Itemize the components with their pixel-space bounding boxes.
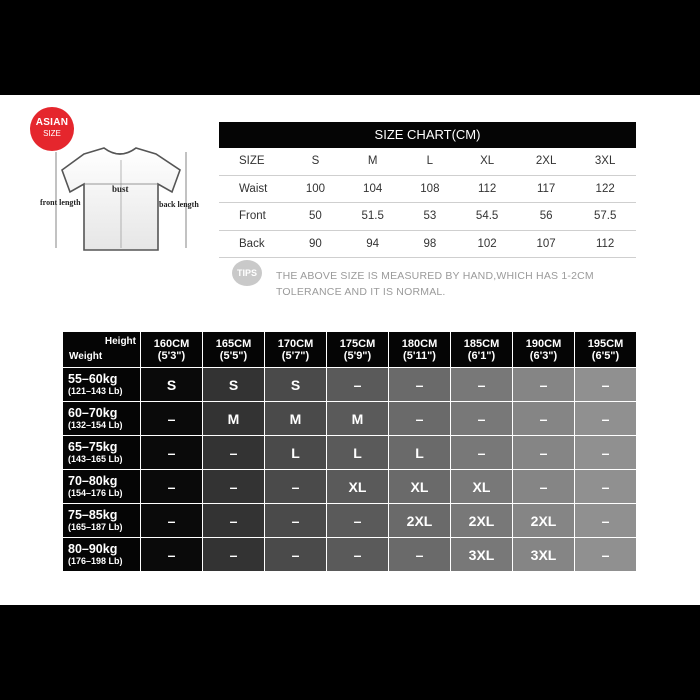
size-recommendation-cell: – <box>575 402 637 436</box>
size-chart-cell: 98 <box>403 230 456 258</box>
weight-row <box>63 436 637 470</box>
height-ft: (5'11") <box>403 349 436 362</box>
size-chart-cell: 53 <box>403 203 456 231</box>
size-chart-row <box>219 175 636 203</box>
size-chart-cell: 122 <box>574 175 636 203</box>
size-recommendation-cell: M <box>265 402 327 436</box>
size-recommendation-cell: L <box>389 436 451 470</box>
size-chart-cell: 50 <box>289 203 342 231</box>
size-chart-cell: 2XL <box>518 148 574 175</box>
size-recommendation-cell: M <box>327 402 389 436</box>
size-chart-cell: 94 <box>342 230 404 258</box>
size-recommendation-cell: S <box>141 368 203 402</box>
size-recommendation-cell: – <box>203 470 265 504</box>
weight-kg: 80–90kg <box>68 542 118 556</box>
size-chart-cell: M <box>342 148 404 175</box>
height-ft: (5'3") <box>157 349 186 362</box>
weight-lb: (143–165 Lb) <box>68 454 123 464</box>
size-chart-cell: 100 <box>289 175 342 203</box>
size-chart-cell: 112 <box>456 175 518 203</box>
size-recommendation-cell: XL <box>389 470 451 504</box>
back-length-label: back length <box>159 200 199 209</box>
height-cm: 190CM <box>525 337 562 350</box>
size-chart-title: SIZE CHART(CM) <box>219 122 636 148</box>
badge-line1: ASIAN <box>35 117 69 128</box>
height-cm: 165CM <box>215 337 252 350</box>
height-ft: (5'7") <box>281 349 310 362</box>
tips-line1: THE ABOVE SIZE IS MEASURED BY HAND,WHICH HAS 1-2CM <box>276 270 594 282</box>
size-chart-cell: 107 <box>518 230 574 258</box>
weight-lb: (176–198 Lb) <box>68 556 123 566</box>
size-recommendation-cell: 2XL <box>451 504 513 538</box>
weight-range-label <box>63 538 141 572</box>
size-recommendation-cell: 3XL <box>451 538 513 572</box>
size-recommendation-cell: 3XL <box>513 538 575 572</box>
weight-lb: (154–176 Lb) <box>68 488 123 498</box>
size-recommendation-cell: – <box>141 504 203 538</box>
size-recommendation-cell: – <box>575 504 637 538</box>
height-column-header <box>513 332 575 368</box>
weight-range-label <box>63 504 141 538</box>
size-recommendation-cell: – <box>203 538 265 572</box>
size-recommendation-cell: – <box>451 368 513 402</box>
weight-lb: (132–154 Lb) <box>68 420 123 430</box>
weight-kg: 60–70kg <box>68 406 118 420</box>
size-chart-cell: Back <box>219 230 289 258</box>
jersey-diagram <box>34 140 214 260</box>
size-recommendation-cell: – <box>575 538 637 572</box>
size-chart <box>219 122 636 258</box>
tips-note <box>276 268 594 300</box>
height-ft: (6'3") <box>529 349 558 362</box>
size-chart-cell: Front <box>219 203 289 231</box>
height-ft: (5'5") <box>219 349 248 362</box>
size-recommendation-cell: – <box>389 368 451 402</box>
size-recommendation-cell: – <box>389 538 451 572</box>
grid-corner <box>63 332 141 368</box>
weight-kg: 65–75kg <box>68 440 118 454</box>
weight-range-label <box>63 436 141 470</box>
size-recommendation-cell: M <box>203 402 265 436</box>
height-column-header <box>451 332 513 368</box>
size-recommendation-cell: – <box>265 538 327 572</box>
weight-kg: 75–85kg <box>68 508 118 522</box>
size-recommendation-cell: – <box>451 436 513 470</box>
size-recommendation-cell: – <box>265 470 327 504</box>
weight-range-label <box>63 402 141 436</box>
weight-kg: 55–60kg <box>68 372 118 386</box>
size-recommendation-cell: – <box>451 402 513 436</box>
size-chart-cell: 56 <box>518 203 574 231</box>
size-recommendation-cell: – <box>513 470 575 504</box>
size-chart-cell: 51.5 <box>342 203 404 231</box>
height-ft: (6'5") <box>591 349 620 362</box>
size-chart-cell: S <box>289 148 342 175</box>
weight-row <box>63 368 637 402</box>
size-recommendation-cell: – <box>513 368 575 402</box>
size-recommendation-cell: – <box>203 504 265 538</box>
weight-kg: 70–80kg <box>68 474 118 488</box>
height-cm: 195CM <box>587 337 624 350</box>
height-column-header <box>575 332 637 368</box>
size-recommendation-cell: 2XL <box>513 504 575 538</box>
tips-icon: TIPS <box>232 260 262 286</box>
size-recommendation-cell: – <box>327 504 389 538</box>
size-recommendation-cell: 2XL <box>389 504 451 538</box>
weight-axis-label: Weight <box>69 351 103 362</box>
size-chart-cell: 102 <box>456 230 518 258</box>
size-chart-cell: Waist <box>219 175 289 203</box>
size-recommendation-cell: – <box>513 436 575 470</box>
height-cm: 180CM <box>401 337 438 350</box>
weight-lb: (121–143 Lb) <box>68 386 123 396</box>
weight-row <box>63 402 637 436</box>
height-ft: (5'9") <box>343 349 372 362</box>
height-column-header <box>389 332 451 368</box>
weight-row <box>63 538 637 572</box>
height-column-header <box>327 332 389 368</box>
height-cm: 170CM <box>277 337 314 350</box>
height-column-header <box>203 332 265 368</box>
size-chart-cell: XL <box>456 148 518 175</box>
size-chart-cell: 104 <box>342 175 404 203</box>
size-chart-cell: 3XL <box>574 148 636 175</box>
size-recommendation-cell: – <box>575 368 637 402</box>
size-recommendation-cell: – <box>141 436 203 470</box>
size-recommendation-cell: – <box>141 538 203 572</box>
size-chart-cell: 112 <box>574 230 636 258</box>
size-recommendation-cell: L <box>265 436 327 470</box>
weight-range-label <box>63 368 141 402</box>
size-recommendation-cell: – <box>141 402 203 436</box>
size-chart-header-row <box>219 148 636 175</box>
size-recommendation-cell: – <box>265 504 327 538</box>
weight-height-grid <box>62 331 637 572</box>
size-chart-row <box>219 230 636 258</box>
size-recommendation-cell: S <box>265 368 327 402</box>
height-axis-label: Height <box>104 336 136 347</box>
weight-row <box>63 470 637 504</box>
height-column-header <box>141 332 203 368</box>
size-recommendation-cell: XL <box>327 470 389 504</box>
front-length-label: front length <box>40 198 81 207</box>
badge-line2: SIZE <box>43 129 61 138</box>
weight-row <box>63 504 637 538</box>
tips-line2: TOLERANCE AND IT IS NORMAL. <box>276 286 446 298</box>
size-chart-cell: 54.5 <box>456 203 518 231</box>
size-chart-cell: SIZE <box>219 148 289 175</box>
size-recommendation-cell: – <box>141 470 203 504</box>
height-cm: 160CM <box>153 337 190 350</box>
grid-header-row <box>63 332 637 368</box>
height-cm: 175CM <box>339 337 376 350</box>
height-ft: (6'1") <box>467 349 496 362</box>
size-recommendation-cell: – <box>389 402 451 436</box>
size-chart-cell: 90 <box>289 230 342 258</box>
size-recommendation-cell: L <box>327 436 389 470</box>
bust-label: bust <box>112 184 129 194</box>
size-chart-table <box>219 148 636 258</box>
size-recommendation-cell: – <box>575 436 637 470</box>
size-chart-cell: 117 <box>518 175 574 203</box>
size-chart-cell: L <box>403 148 456 175</box>
weight-lb: (165–187 Lb) <box>68 522 123 532</box>
size-recommendation-cell: – <box>513 402 575 436</box>
size-recommendation-cell: – <box>327 538 389 572</box>
size-chart-row <box>219 203 636 231</box>
size-recommendation-cell: – <box>575 470 637 504</box>
size-recommendation-cell: – <box>327 368 389 402</box>
height-column-header <box>265 332 327 368</box>
size-recommendation-cell: XL <box>451 470 513 504</box>
weight-range-label <box>63 470 141 504</box>
size-chart-cell: 108 <box>403 175 456 203</box>
size-recommendation-cell: S <box>203 368 265 402</box>
height-cm: 185CM <box>463 337 500 350</box>
size-recommendation-cell: – <box>203 436 265 470</box>
size-chart-cell: 57.5 <box>574 203 636 231</box>
